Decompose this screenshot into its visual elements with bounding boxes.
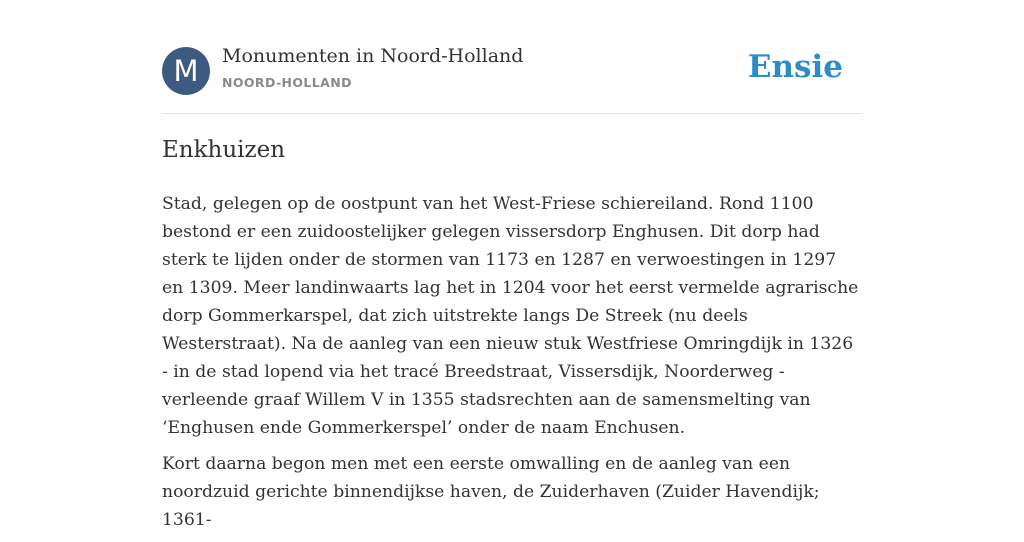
source-subtitle: NOORD-HOLLAND (222, 75, 352, 90)
source-title[interactable]: Monumenten in Noord-Holland (222, 45, 524, 67)
ensie-logo[interactable]: Ensie (747, 49, 843, 85)
article-paragraph: Stad, gelegen op de oostpunt van het West-Friese schiereiland. Rond 1100 bestond er een zuidoostelijker gelegen vissersdorp Enghusen. Dit dorp had sterk te lijden onder de stormen van 1173 en 1287 en verwoestingen in 1297 en 1309. Meer landinwaarts lag het in 1204 voor het eerst vermelde agrarische dorp Gommerkarspel, dat zich uitstrekte langs De Streek (nu deels Westerstraat). Na de aanleg van een nieuw stuk Westfriese Omringdijk in 1326 - in de stad lopend via het tracé Breedstraat, Vissersdijk, Noorderweg - verleende graaf Willem V in 1355 stadsrechten aan de samensmelting van ‘Enghusen ende Gommerkerspel’ onder de naam Enchusen. (162, 194, 859, 438)
article-paragraph: Kort daarna begon men met een eerste omwalling en de aanleg van een noordzuid gerichte binnendijkse haven, de Zuiderhaven (Zuider Havendijk; 1361- (162, 454, 820, 530)
article-title: Enkhuizen (162, 137, 286, 163)
source-avatar[interactable]: M (162, 47, 210, 95)
article-body (162, 190, 862, 542)
source-header (162, 0, 862, 114)
content-container (162, 0, 862, 530)
